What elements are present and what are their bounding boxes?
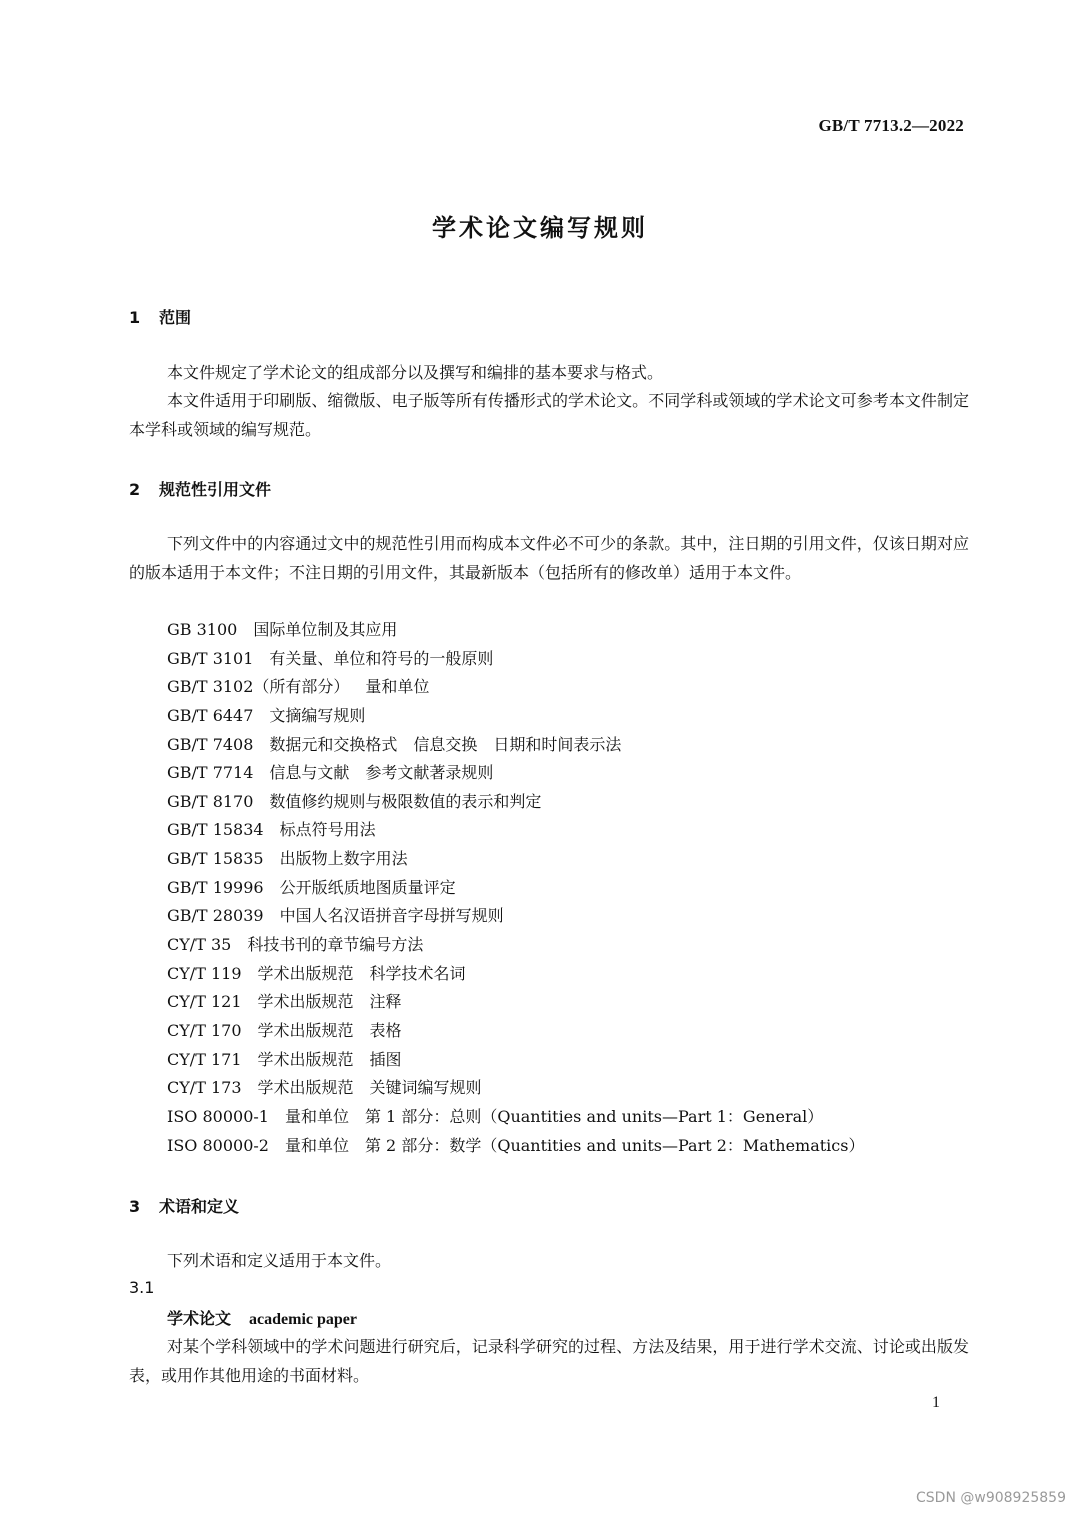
section-number: 1	[129, 308, 141, 327]
reference-item	[167, 960, 864, 989]
reference-code: GB/T 3102（所有部分）	[167, 677, 350, 697]
reference-item	[167, 788, 864, 817]
reference-code: CY/T 35	[167, 935, 232, 955]
section-title: 术语和定义	[159, 1197, 240, 1216]
reference-item	[167, 816, 864, 845]
reference-title: 文摘编写规则	[269, 705, 366, 725]
reference-code: GB/T 8170	[167, 791, 254, 811]
reference-item	[167, 645, 864, 674]
term-definition: 对某个学科领域中的学术问题进行研究后，记录科学研究的过程、方法及结果，用于进行学术交流、讨论或出版发表，或用作其他用途的书面材料。	[129, 1337, 969, 1385]
reference-item	[167, 902, 864, 931]
reference-code: GB 3100	[167, 620, 238, 639]
reference-title: 出版物上数字用法	[279, 849, 408, 869]
reference-title: 国际单位制及其应用	[253, 620, 398, 639]
reference-item	[167, 759, 864, 788]
reference-title: 有关量、单位和符号的一般原则	[269, 648, 494, 668]
reference-code: GB/T 7714	[167, 763, 254, 783]
reference-item	[167, 702, 864, 731]
standard-code: GB/T 7713.2—2022	[818, 116, 964, 135]
reference-item	[167, 1017, 864, 1046]
reference-code: GB/T 19996	[167, 877, 264, 897]
term-number: 3.1	[129, 1278, 155, 1297]
section-title: 范围	[159, 308, 192, 327]
normative-reference-list	[167, 616, 864, 1160]
reference-title: 数值修约规则与极限数值的表示和判定	[269, 791, 542, 811]
section-1-heading	[129, 305, 191, 328]
reference-code: CY/T 170	[167, 1020, 242, 1040]
reference-title: 信息与文献 参考文献著录规则	[269, 763, 494, 783]
reference-item	[167, 1103, 864, 1132]
reference-code: CY/T 121	[167, 992, 242, 1012]
term-name-zh: 学术论文	[167, 1309, 232, 1328]
reference-title: 科技书刊的章节编号方法	[247, 935, 424, 955]
reference-title: 学术出版规范 科学技术名词	[257, 963, 466, 983]
reference-item	[167, 616, 864, 645]
section-title: 规范性引用文件	[159, 480, 272, 499]
reference-title: 量和单位 第 2 部分：数学（Quantities and units—Part 2：Mathematics）	[284, 1135, 865, 1155]
section-1-paragraph-2: 本文件适用于印刷版、缩微版、电子版等所有传播形式的学术论文。不同学科或领域的学术论文可参考本文件制定本学科或领域的编写规范。	[129, 391, 969, 439]
reference-code: GB/T 3101	[167, 648, 254, 668]
reference-code: ISO 80000-1	[167, 1106, 269, 1126]
reference-code: CY/T 119	[167, 963, 242, 983]
reference-item	[167, 731, 864, 760]
reference-title: 标点符号用法	[279, 820, 376, 840]
reference-title: 数据元和交换格式 信息交换 日期和时间表示法	[269, 734, 622, 754]
reference-code: CY/T 173	[167, 1078, 242, 1098]
section-2-heading	[129, 477, 271, 500]
section-3-heading	[129, 1194, 239, 1217]
reference-item	[167, 1074, 864, 1103]
document-title: 学术论文编写规则	[432, 214, 648, 242]
reference-title: 量和单位	[365, 677, 430, 697]
reference-title: 学术出版规范 表格	[257, 1020, 402, 1040]
reference-item	[167, 673, 864, 702]
reference-item	[167, 874, 864, 903]
reference-code: GB/T 15835	[167, 849, 264, 869]
section-number: 2	[129, 480, 141, 499]
reference-code: ISO 80000-2	[167, 1135, 269, 1155]
section-3-paragraph-1: 下列术语和定义适用于本文件。	[167, 1251, 392, 1270]
reference-title: 学术出版规范 注释	[257, 992, 402, 1012]
reference-item	[167, 1132, 864, 1161]
reference-code: GB/T 6447	[167, 705, 254, 725]
section-1-paragraph-1: 本文件规定了学术论文的组成部分以及撰写和编排的基本要求与格式。	[167, 363, 664, 382]
section-2-paragraph-1: 下列文件中的内容通过文中的规范性引用而构成本文件必不可少的条款。其中，注日期的引用文件，仅该日期对应的版本适用于本文件；不注日期的引用文件，其最新版本（包括所有的修改单）适用于本文件。	[129, 534, 969, 582]
reference-item	[167, 988, 864, 1017]
reference-code: GB/T 28039	[167, 906, 264, 926]
reference-title: 量和单位 第 1 部分：总则（Quantities and units—Part 1：General）	[284, 1106, 824, 1126]
term-name-en: academic paper	[249, 1311, 357, 1328]
reference-code: GB/T 15834	[167, 820, 264, 840]
reference-code: GB/T 7408	[167, 734, 254, 754]
page-number: 1	[932, 1394, 940, 1411]
reference-title: 学术出版规范 关键词编写规则	[257, 1078, 482, 1098]
reference-title: 公开版纸质地图质量评定	[279, 877, 456, 897]
section-number: 3	[129, 1197, 141, 1216]
reference-item	[167, 845, 864, 874]
source-watermark: CSDN @w908925859	[916, 1490, 1066, 1506]
reference-title: 中国人名汉语拼音字母拼写规则	[279, 906, 504, 926]
reference-item	[167, 1046, 864, 1075]
reference-title: 学术出版规范 插图	[257, 1049, 402, 1069]
reference-item	[167, 931, 864, 960]
reference-code: CY/T 171	[167, 1049, 242, 1069]
term-name	[167, 1306, 357, 1329]
